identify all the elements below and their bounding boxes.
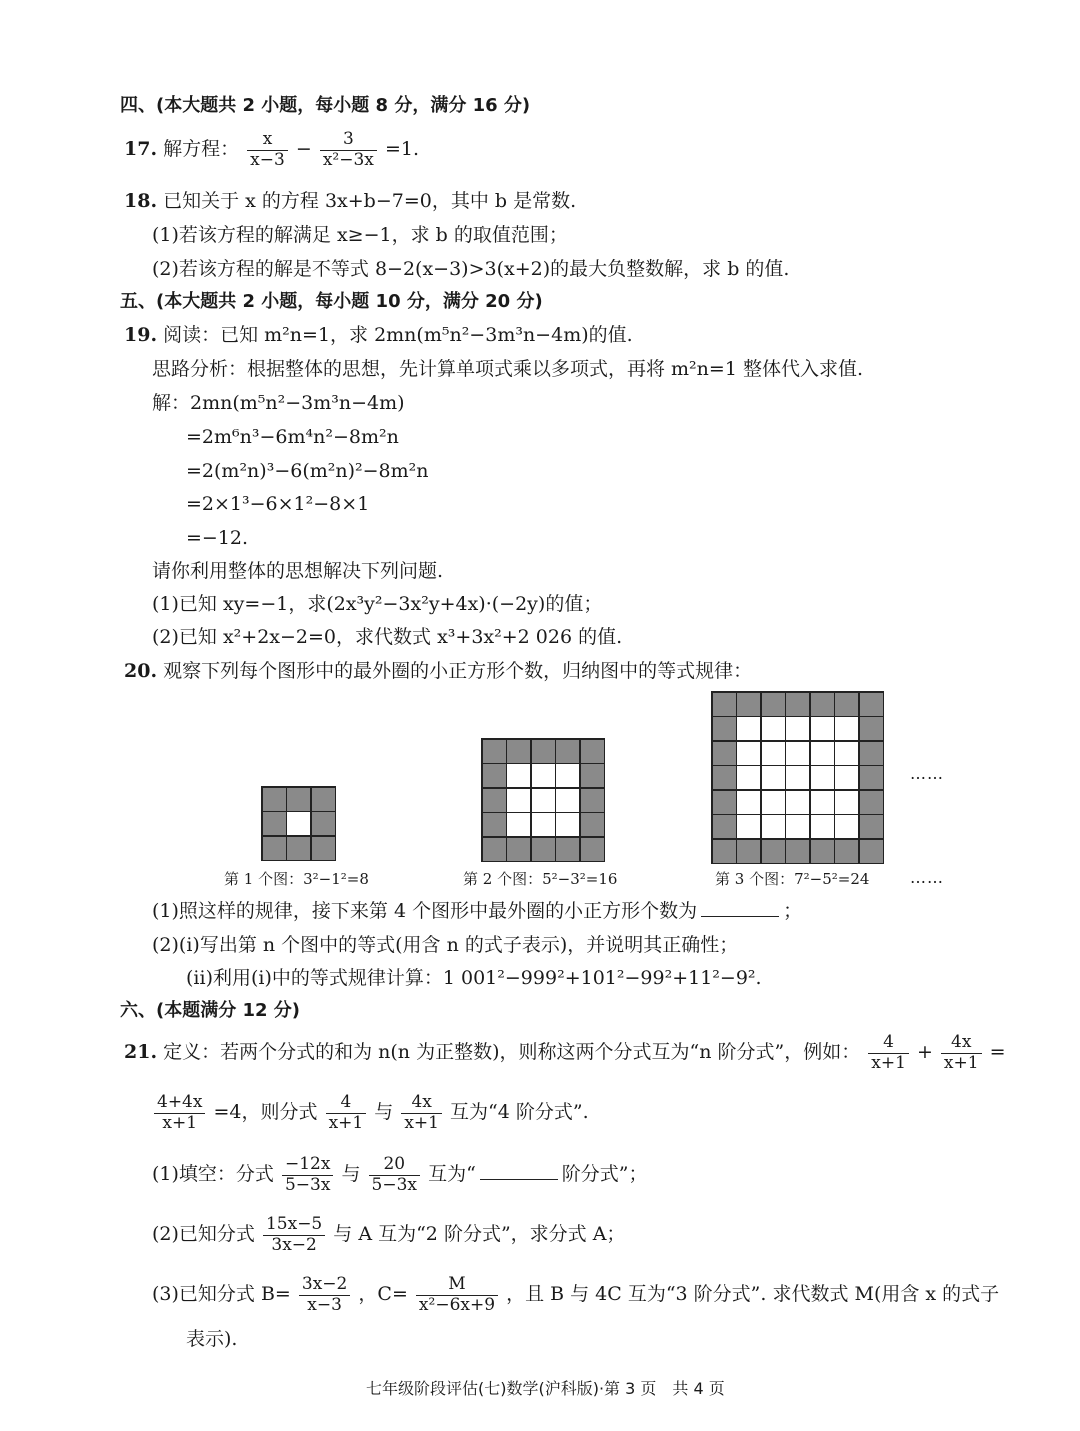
question-20-part-2: (2)(i)写出第 n 个图中的等式(用含 n 的式子表示)，并说明其正确性； [152, 934, 739, 956]
outer-square [835, 840, 858, 863]
question-18-part-1: (1)若该方程的解满足 x≥−1，求 b 的取值范围； [152, 224, 568, 246]
outer-square [507, 740, 530, 763]
denominator: x²−6x+9 [418, 1294, 496, 1315]
outer-square [483, 838, 506, 861]
question-21-part-1 [152, 1155, 648, 1195]
figure-2-caption: 第 2 个图：5²−3²=16 [463, 870, 618, 888]
inner-square [786, 791, 809, 814]
outer-square [483, 740, 506, 763]
text: (1)填空：分式 [152, 1163, 274, 1186]
punctuation: ； [783, 900, 803, 922]
numerator: 4 [868, 1033, 909, 1054]
outer-square [287, 837, 310, 860]
outer-square [556, 740, 579, 763]
numerator: 4 [326, 1093, 367, 1114]
outer-square [556, 838, 579, 861]
text: 与 A 互为“2 阶分式”，求分式 A； [333, 1223, 626, 1246]
outer-square [860, 815, 883, 838]
outer-square [713, 742, 736, 765]
section-5-header: 五、(本大题共 2 小题，每小题 10 分，满分 20 分) [120, 291, 543, 312]
outer-square [860, 717, 883, 740]
denominator: 5−3x [284, 1174, 331, 1195]
denominator: x+1 [871, 1052, 906, 1073]
inner-square [835, 791, 858, 814]
question-21-part-3 [152, 1275, 999, 1315]
question-number: 21. [124, 1041, 158, 1064]
inner-square [835, 766, 858, 789]
outer-square [263, 788, 286, 811]
figure-1-grid [261, 786, 336, 861]
inner-square [811, 742, 834, 765]
fraction [326, 1093, 367, 1133]
solution-line-3: =2×1³−6×1²−8×1 [186, 493, 370, 515]
outer-square [860, 840, 883, 863]
answer-blank[interactable] [480, 1178, 558, 1180]
operator: − [295, 138, 312, 161]
question-19-part-1: (1)已知 xy=−1，求(2x³y²−3x²y+4x)·(−2y)的值； [152, 593, 603, 615]
numerator: 4x [401, 1093, 442, 1114]
fraction [369, 1155, 420, 1195]
inner-square [762, 742, 785, 765]
outer-square [287, 788, 310, 811]
outer-square [581, 838, 604, 861]
denominator: x+1 [328, 1112, 364, 1133]
inner-square [786, 742, 809, 765]
outer-square [713, 815, 736, 838]
question-text: 已知关于 x 的方程 3x+b−7=0，其中 b 是常数. [163, 190, 577, 212]
outer-square [737, 840, 760, 863]
fraction [154, 1093, 205, 1133]
inner-square [811, 815, 834, 838]
inner-square [835, 742, 858, 765]
inner-square [835, 815, 858, 838]
question-text: 阅读：已知 m²n=1，求 2mn(m⁵n²−3m³n−4m)的值. [163, 324, 633, 346]
inner-square [532, 764, 555, 787]
question-20-stem [124, 660, 752, 683]
question-21-stem-cont [152, 1093, 589, 1133]
numerator: 4+4x [154, 1093, 205, 1114]
question-number: 18. [124, 190, 158, 212]
solution-line-0: 解：2mn(m⁵n²−3m³n−4m) [152, 392, 405, 414]
inner-square [556, 764, 579, 787]
numerator: 20 [369, 1155, 420, 1176]
fraction [299, 1275, 350, 1315]
fraction [247, 130, 288, 170]
numerator: M [416, 1275, 498, 1296]
equation-tail: =1. [384, 138, 420, 161]
outer-square [483, 764, 506, 787]
answer-blank[interactable] [701, 915, 779, 917]
question-number: 20. [124, 660, 158, 682]
inner-square [737, 791, 760, 814]
inner-square [762, 766, 785, 789]
inner-square [507, 813, 530, 836]
text: ，且 B 与 4C 互为“3 阶分式”. 求代数式 M(用含 x 的式子 [506, 1283, 1000, 1306]
outer-square [532, 838, 555, 861]
analysis-text: 思路分析：根据整体的思想，先计算单项式乘以多项式，再将 m²n=1 整体代入求值. [152, 358, 863, 380]
outer-square [312, 812, 335, 835]
question-21-stem [124, 1033, 1006, 1073]
outer-square [581, 813, 604, 836]
inner-square [737, 766, 760, 789]
task-text: 请你利用整体的思想解决下列问题. [152, 560, 444, 582]
solution-line-2: =2(m²n)³−6(m²n)²−8m²n [186, 460, 429, 482]
figure-3-grid [711, 691, 884, 864]
text: 互为“ [428, 1163, 476, 1186]
inner-square [835, 717, 858, 740]
question-text: 定义：若两个分式的和为 n(n 为正整数)，则称这两个分式互为“n 阶分式”，例如： [163, 1041, 861, 1064]
question-18-part-2: (2)若该方程的解是不等式 8−2(x−3)>3(x+2)的最大负整数解，求 b 的值. [152, 258, 790, 280]
outer-square [762, 693, 785, 716]
denominator: x+1 [943, 1052, 979, 1073]
question-number: 19. [124, 324, 158, 346]
fraction [416, 1275, 498, 1315]
text: 互为“4 阶分式”. [450, 1101, 589, 1124]
section-4-header: 四、(本大题共 2 小题，每小题 8 分，满分 16 分) [120, 95, 531, 116]
inner-square [507, 764, 530, 787]
outer-square [860, 766, 883, 789]
denominator: x+1 [404, 1112, 439, 1133]
inner-square [532, 813, 555, 836]
fraction [868, 1033, 909, 1073]
outer-square [483, 789, 506, 812]
inner-square [786, 766, 809, 789]
inner-square [507, 789, 530, 812]
question-number: 17. [124, 138, 158, 161]
denominator: x²−3x [322, 149, 374, 170]
operator: = [989, 1041, 1006, 1064]
fraction [282, 1155, 333, 1195]
question-21-part-2 [152, 1215, 625, 1255]
outer-square [263, 837, 286, 860]
inner-square [737, 742, 760, 765]
outer-square [860, 742, 883, 765]
denominator: x−3 [307, 1294, 342, 1315]
fraction [320, 130, 377, 170]
solution-line-1: =2m⁶n³−6m⁴n²−8m²n [186, 426, 399, 448]
outer-square [811, 840, 834, 863]
inner-square [556, 789, 579, 812]
outer-square [713, 766, 736, 789]
text: 与 [341, 1163, 361, 1186]
outer-square [737, 693, 760, 716]
text: =4，则分式 [213, 1101, 318, 1124]
inner-square [811, 717, 834, 740]
figure-3-caption: 第 3 个图：7²−5²=24 [715, 870, 870, 888]
question-19-stem [124, 324, 633, 347]
text: 阶分式”； [561, 1163, 648, 1186]
inner-square [737, 717, 760, 740]
outer-square [713, 840, 736, 863]
outer-square [581, 740, 604, 763]
text: 与 [374, 1101, 394, 1124]
section-6-header: 六、(本题满分 12 分) [120, 1000, 301, 1021]
outer-square [713, 693, 736, 716]
numerator: 15x−5 [263, 1215, 325, 1236]
continuation-dots: …… [910, 764, 944, 783]
solution-line-4: =−12. [186, 527, 249, 549]
text: (3)已知分式 B= [152, 1283, 291, 1306]
outer-square [860, 791, 883, 814]
inner-square [556, 813, 579, 836]
inner-square [786, 815, 809, 838]
outer-square [786, 693, 809, 716]
operator: + [916, 1041, 933, 1064]
figure-2-grid [481, 738, 605, 862]
question-text: 观察下列每个图形中的最外圈的小正方形个数，归纳图中的等式规律： [163, 660, 753, 682]
numerator: 3 [320, 130, 377, 151]
numerator: −12x [282, 1155, 333, 1176]
inner-square [762, 791, 785, 814]
outer-square [713, 717, 736, 740]
inner-square [532, 789, 555, 812]
denominator: 3x−2 [271, 1234, 317, 1255]
inner-square [786, 717, 809, 740]
inner-square [762, 717, 785, 740]
question-20-part-1 [152, 900, 802, 923]
question-lead: 解方程： [163, 138, 240, 161]
inner-square [811, 791, 834, 814]
inner-square [762, 815, 785, 838]
outer-square [811, 693, 834, 716]
outer-square [762, 840, 785, 863]
numerator: x [247, 130, 288, 151]
numerator: 3x−2 [299, 1275, 350, 1296]
question-20-part-3: (ii)利用(i)中的等式规律计算：1 001²−999²+101²−99²+11²−9². [186, 967, 762, 989]
fraction [941, 1033, 982, 1073]
inner-square [811, 766, 834, 789]
text: (2)已知分式 [152, 1223, 255, 1246]
question-19-part-2: (2)已知 x²+2x−2=0，求代数式 x³+3x²+2 026 的值. [152, 626, 623, 648]
denominator: x−3 [250, 149, 285, 170]
outer-square [713, 791, 736, 814]
outer-square [835, 693, 858, 716]
fraction [263, 1215, 325, 1255]
outer-square [312, 837, 335, 860]
text: ，C= [358, 1283, 408, 1306]
question-17 [124, 130, 419, 170]
outer-square [860, 693, 883, 716]
denominator: 5−3x [371, 1174, 418, 1195]
outer-square [581, 789, 604, 812]
denominator: x+1 [162, 1112, 198, 1133]
question-21-part-3-cont: 表示). [186, 1328, 238, 1350]
inner-square [737, 815, 760, 838]
outer-square [507, 838, 530, 861]
outer-square [532, 740, 555, 763]
question-18-stem [124, 190, 576, 213]
part-text: (1)照这样的规律，接下来第 4 个图形中最外圈的小正方形个数为 [152, 900, 698, 922]
inner-square [287, 812, 310, 835]
outer-square [581, 764, 604, 787]
fraction [401, 1093, 442, 1133]
outer-square [786, 840, 809, 863]
caption-continuation-dots: …… [910, 868, 944, 887]
page-footer: 七年级阶段评估(七)数学(沪科版)·第 3 页 共 4 页 [366, 1379, 725, 1398]
outer-square [263, 812, 286, 835]
outer-square [312, 788, 335, 811]
outer-square [483, 813, 506, 836]
numerator: 4x [941, 1033, 982, 1054]
figure-1-caption: 第 1 个图：3²−1²=8 [224, 870, 369, 888]
